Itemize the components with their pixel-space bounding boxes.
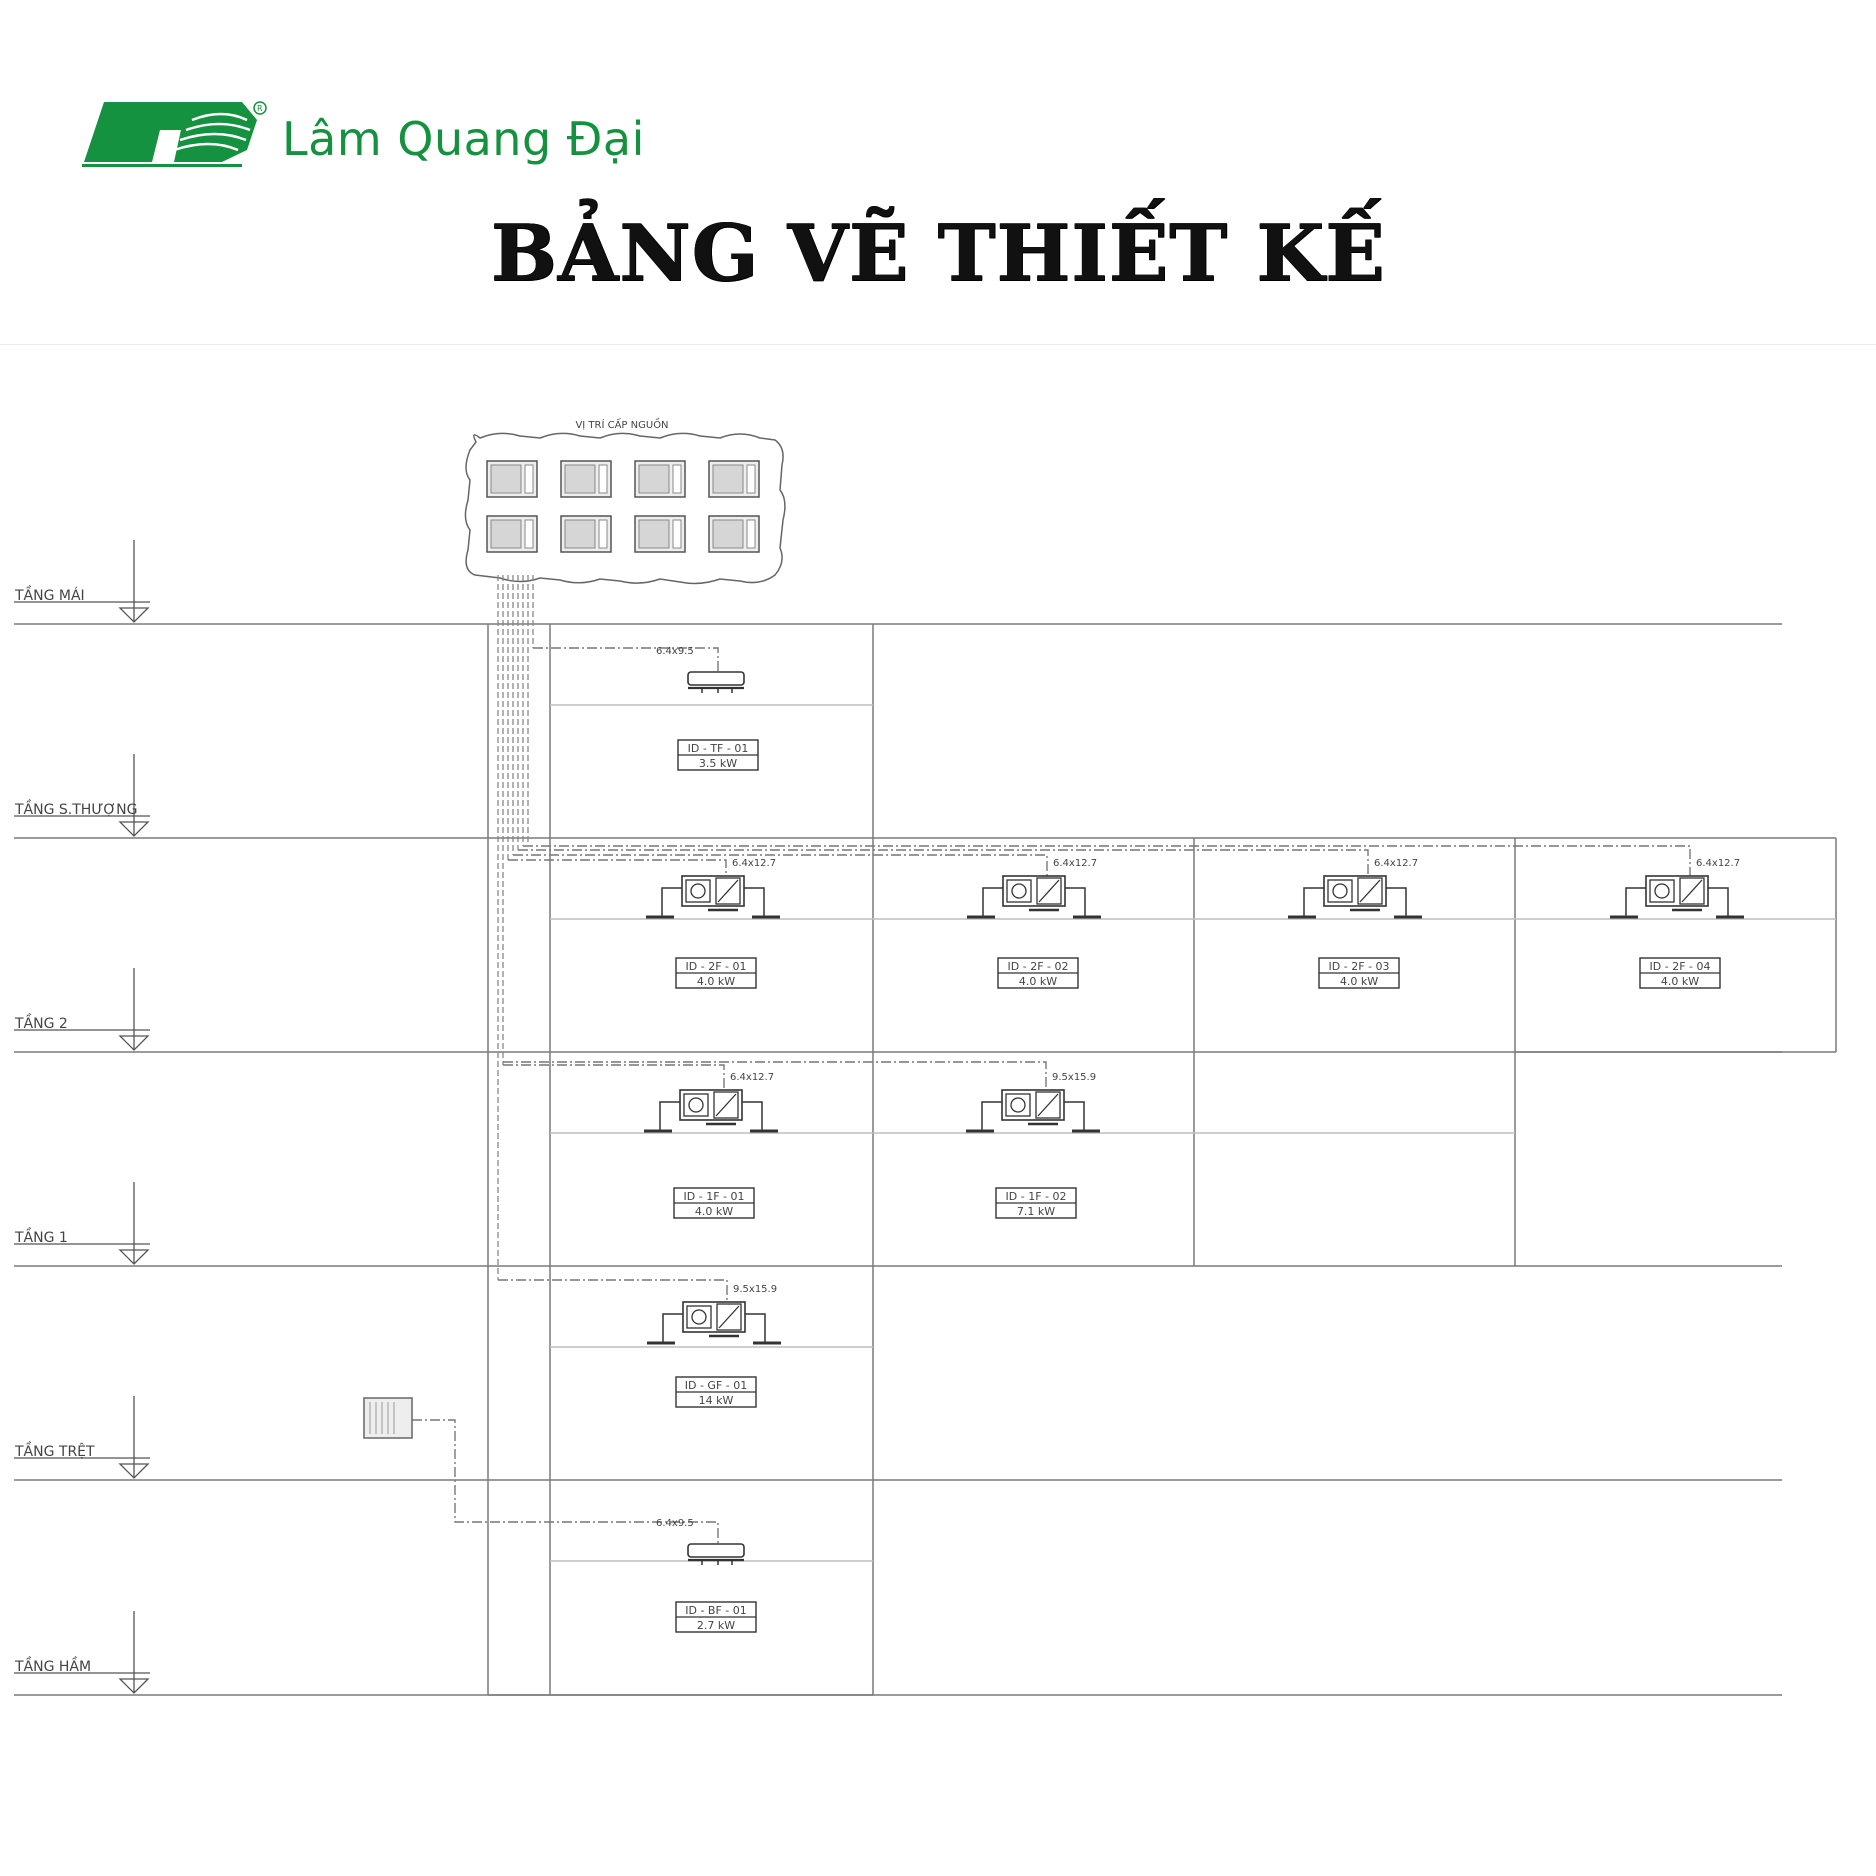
unit-power: 4.0 kW: [694, 1205, 734, 1218]
unit-label-box: [678, 740, 758, 770]
pipe-size-label: 6.4x9.5: [656, 646, 694, 657]
unit-power: 4.0 kW: [696, 975, 736, 988]
unit-power: 4.0 kW: [1339, 975, 1379, 988]
page-title: BẢNG VẼ THIẾT KẾ: [490, 208, 1386, 299]
wall-unit-icon: [688, 672, 744, 693]
level-marker-roof: [14, 540, 150, 622]
level-label-terrace: TẦNG S.THƯỢNG: [15, 802, 138, 818]
pipe-size-label: 6.4x12.7: [730, 1072, 775, 1083]
unit-id: ID - 2F - 02: [1007, 960, 1069, 973]
indoor-unit: [644, 1072, 778, 1218]
unit-power: 4.0 kW: [1018, 975, 1058, 988]
unit-label-box: [1319, 958, 1399, 988]
unit-label-box: [674, 1188, 754, 1218]
unit-id: ID - 2F - 03: [1328, 960, 1390, 973]
outdoor-unit-icon: [561, 461, 611, 497]
level-label-floor2: TẦNG 2: [15, 1016, 68, 1032]
level-label-roof: TẦNG MÁI: [15, 588, 85, 604]
duct-unit-icon: [1610, 876, 1744, 917]
outdoor-unit-icon: [561, 516, 611, 552]
duct-unit-icon: [644, 1090, 778, 1131]
unit-label-box: [676, 1602, 756, 1632]
level-marker-terrace: [14, 754, 150, 836]
level-label-basement: TẦNG HẦM: [15, 1659, 92, 1675]
pipe-size-label: 6.4x12.7: [1374, 858, 1419, 869]
duct-unit-icon: [646, 876, 780, 917]
unit-label-box: [676, 958, 756, 988]
unit-id: ID - BF - 01: [685, 1604, 747, 1617]
unit-id: ID - 2F - 01: [685, 960, 747, 973]
unit-label-box: [676, 1377, 756, 1407]
indoor-unit: [647, 1284, 781, 1407]
unit-id: ID - 1F - 01: [683, 1190, 745, 1203]
level-label-ground: TẦNG TRỆT: [15, 1444, 95, 1460]
outdoor-unit-basement: [364, 1398, 412, 1438]
duct-unit-icon: [967, 876, 1101, 917]
pipe-size-label: 6.4x12.7: [1696, 858, 1741, 869]
unit-power: 4.0 kW: [1660, 975, 1700, 988]
pipe-size-label: 9.5x15.9: [733, 1284, 778, 1295]
level-label-floor1: TẦNG 1: [15, 1230, 68, 1246]
unit-id: ID - TF - 01: [687, 742, 749, 755]
indoor-unit: [966, 1072, 1100, 1218]
power-location-label: VỊ TRÍ CẤP NGUỒN: [575, 420, 669, 431]
indoor-unit: [646, 858, 780, 988]
svg-text:R: R: [257, 104, 263, 113]
level-marker-floor2: [14, 968, 150, 1050]
pipe-size-label: 6.4x12.7: [732, 858, 777, 869]
unit-id: ID - GF - 01: [684, 1379, 748, 1392]
wall-unit-icon: [688, 1544, 744, 1565]
indoor-unit: [967, 858, 1101, 988]
level-marker-ground: [14, 1396, 150, 1478]
outdoor-unit-icon: [709, 516, 759, 552]
indoor-unit: [1610, 858, 1744, 988]
unit-power: 14 kW: [698, 1394, 734, 1407]
unit-power: 7.1 kW: [1016, 1205, 1056, 1218]
brand-name: Lâm Quang Đại: [282, 112, 645, 166]
unit-label-box: [1640, 958, 1720, 988]
duct-unit-icon: [966, 1090, 1100, 1131]
pipe-size-label: 6.4x9.5: [656, 1518, 694, 1529]
outdoor-unit-cluster: [465, 417, 784, 1280]
level-marker-basement: [14, 1611, 150, 1693]
outdoor-unit-icon: [635, 461, 685, 497]
unit-label-box: [998, 958, 1078, 988]
unit-label-box: [996, 1188, 1076, 1218]
pipe-size-label: 9.5x15.9: [1052, 1072, 1097, 1083]
outdoor-unit-icon: [487, 461, 537, 497]
unit-id: ID - 1F - 02: [1005, 1190, 1067, 1203]
indoor-unit: [656, 646, 758, 770]
unit-power: 2.7 kW: [696, 1619, 736, 1632]
indoor-unit: [1288, 858, 1422, 988]
pipe-size-label: 6.4x12.7: [1053, 858, 1098, 869]
duct-unit-icon: [1288, 876, 1422, 917]
level-marker-floor1: [14, 1182, 150, 1264]
outdoor-unit-icon: [635, 516, 685, 552]
unit-id: ID - 2F - 04: [1649, 960, 1711, 973]
outdoor-unit-icon: [487, 516, 537, 552]
unit-power: 3.5 kW: [698, 757, 738, 770]
indoor-unit: [656, 1518, 756, 1632]
duct-unit-icon: [647, 1302, 781, 1343]
outdoor-unit-icon: [709, 461, 759, 497]
